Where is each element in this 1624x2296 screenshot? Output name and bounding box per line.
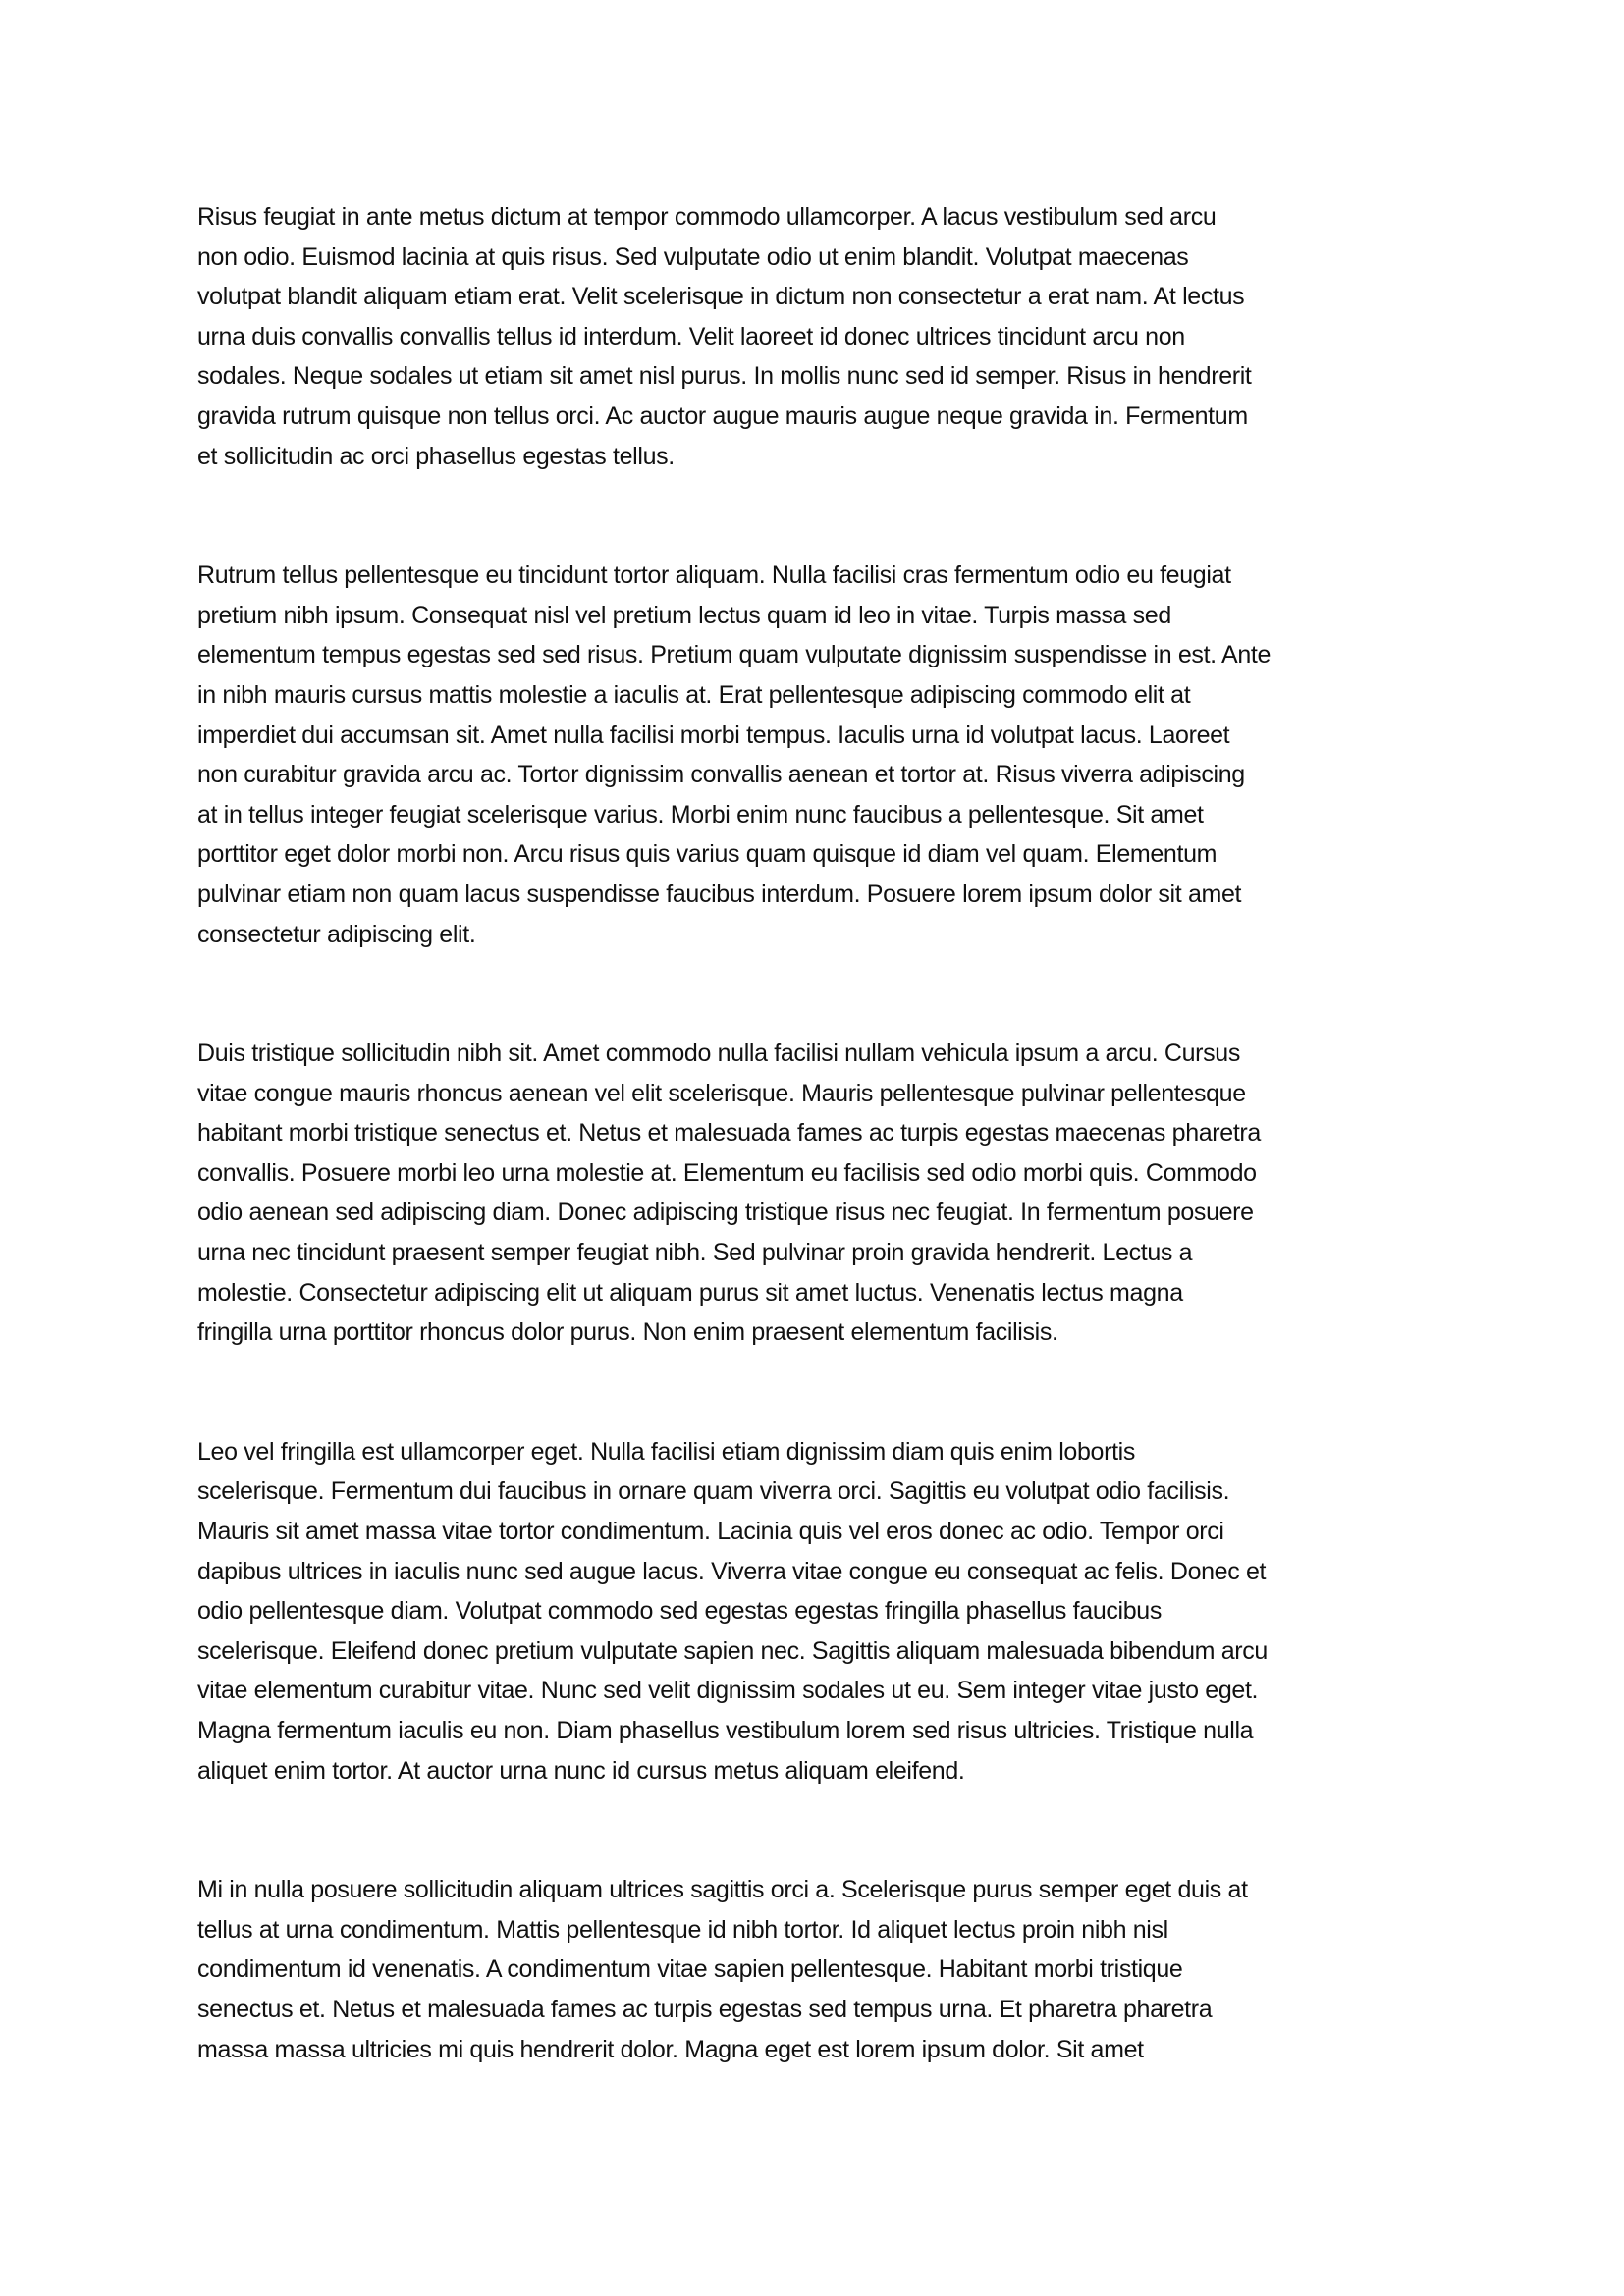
text-line: consectetur adipiscing elit. [197,920,476,948]
text-line: urna nec tincidunt praesent semper feugiat nibh. Sed pulvinar proin gravida hendrerit. Lectus a [197,1239,1193,1267]
paragraph-4 [197,1432,1449,1790]
text-line: aliquet enim tortor. At auctor urna nunc id cursus metus aliquam eleifend. [197,1756,965,1785]
text-line: massa massa ultricies mi quis hendrerit dolor. Magna eget est lorem ipsum dolor. Sit amet [197,2035,1144,2063]
text-line: odio pellentesque diam. Volutpat commodo sed egestas egestas fringilla phasellus faucibus [197,1597,1162,1626]
text-line: vitae elementum curabitur vitae. Nunc sed velit dignissim sodales ut eu. Sem integer vitae justo eget. [197,1677,1259,1705]
text-line: imperdiet dui accumsan sit. Amet nulla facilisi morbi tempus. Iaculis urna id volutpat lacus. Laoreet [197,721,1230,749]
text-line: Rutrum tellus pellentesque eu tincidunt tortor aliquam. Nulla facilisi cras fermentum odio eu feugiat [197,561,1231,590]
text-line: elementum tempus egestas sed sed risus. Pretium quam vulputate dignissim suspendisse in est. Ante [197,641,1272,669]
text-line: condimentum id venenatis. A condimentum vitae sapien pellentesque. Habitant morbi tristique [197,1955,1183,1984]
text-line: convallis. Posuere morbi leo urna molestie at. Elementum eu facilisis sed odio morbi quis. Commodo [197,1158,1257,1187]
text-line: scelerisque. Eleifend donec pretium vulputate sapien nec. Sagittis aliquam malesuada bibendum arcu [197,1636,1268,1665]
text-line: non odio. Euismod lacinia at quis risus. Sed vulputate odio ut enim blandit. Volutpat maecenas [197,242,1189,271]
text-line: sodales. Neque sodales ut etiam sit amet nisl purus. In mollis nunc sed id semper. Risus in hendrerit [197,362,1252,391]
text-line: urna duis convallis convallis tellus id interdum. Velit laoreet id donec ultrices tincidunt arcu non [197,322,1185,350]
paragraph-3 [197,1034,1449,1353]
text-line: porttitor eget dolor morbi non. Arcu risus quis varius quam quisque id diam vel quam. Elementum [197,840,1218,869]
text-line: volutpat blandit aliquam etiam erat. Velit scelerisque in dictum non consectetur a erat nam. At lectus [197,283,1245,311]
text-line: et sollicitudin ac orci phasellus egestas tellus. [197,442,675,470]
text-line: Mi in nulla posuere sollicitudin aliquam ultrices sagittis orci a. Scelerisque purus semper eget duis at [197,1876,1248,1904]
paragraph-1 [197,197,1449,476]
paragraph-2 [197,556,1449,954]
text-line: senectus et. Netus et malesuada fames ac turpis egestas sed tempus urna. Et pharetra pharetra [197,1995,1213,2023]
text-line: Risus feugiat in ante metus dictum at tempor commodo ullamcorper. A lacus vestibulum sed arcu [197,203,1217,231]
text-line: pretium nibh ipsum. Consequat nisl vel pretium lectus quam id leo in vitae. Turpis massa sed [197,601,1171,629]
text-line: in nibh mauris cursus mattis molestie a iaculis at. Erat pellentesque adipiscing commodo elit at [197,680,1191,709]
text-line: Duis tristique sollicitudin nibh sit. Amet commodo nulla facilisi nullam vehicula ipsum a arcu. Cursus [197,1040,1240,1068]
text-line: non curabitur gravida arcu ac. Tortor dignissim convallis aenean et tortor at. Risus viverra adipiscing [197,761,1245,789]
text-line: habitant morbi tristique senectus et. Netus et malesuada fames ac turpis egestas maecenas pharetra [197,1119,1261,1148]
text-line: vitae congue mauris rhoncus aenean vel elit scelerisque. Mauris pellentesque pulvinar pellentesque [197,1079,1246,1107]
text-line: scelerisque. Fermentum dui faucibus in ornare quam viverra orci. Sagittis eu volutpat odio facilisis. [197,1477,1230,1506]
text-line: Leo vel fringilla est ullamcorper eget. Nulla facilisi etiam dignissim diam quis enim lobortis [197,1437,1136,1466]
text-line: Mauris sit amet massa vitae tortor condimentum. Lacinia quis vel eros donec ac odio. Tempor orci [197,1518,1224,1546]
text-line: molestie. Consectetur adipiscing elit ut aliquam purus sit amet luctus. Venenatis lectus magna [197,1278,1183,1307]
text-line: pulvinar etiam non quam lacus suspendisse faucibus interdum. Posuere lorem ipsum dolor sit amet [197,880,1242,908]
text-line: fringilla urna porttitor rhoncus dolor purus. Non enim praesent elementum facilisis. [197,1318,1058,1347]
text-line: at in tellus integer feugiat scelerisque varius. Morbi enim nunc faucibus a pellentesque. Sit amet [197,800,1204,828]
text-line: Magna fermentum iaculis eu non. Diam phasellus vestibulum lorem sed risus ultricies. Tristique nulla [197,1717,1254,1744]
text-line: dapibus ultrices in iaculis nunc sed augue lacus. Viverra vitae congue eu consequat ac felis. Donec et [197,1557,1267,1585]
text-line: odio aenean sed adipiscing diam. Donec adipiscing tristique risus nec feugiat. In fermentum posuere [197,1199,1254,1227]
document-body [197,197,1449,2149]
text-line: tellus at urna condimentum. Mattis pellentesque id nibh tortor. Id aliquet lectus proin nibh nisl [197,1915,1168,1944]
text-line: gravida rutrum quisque non tellus orci. Ac auctor augue mauris augue neque gravida in. Fermentum [197,401,1248,430]
paragraph-5 [197,1870,1449,2069]
